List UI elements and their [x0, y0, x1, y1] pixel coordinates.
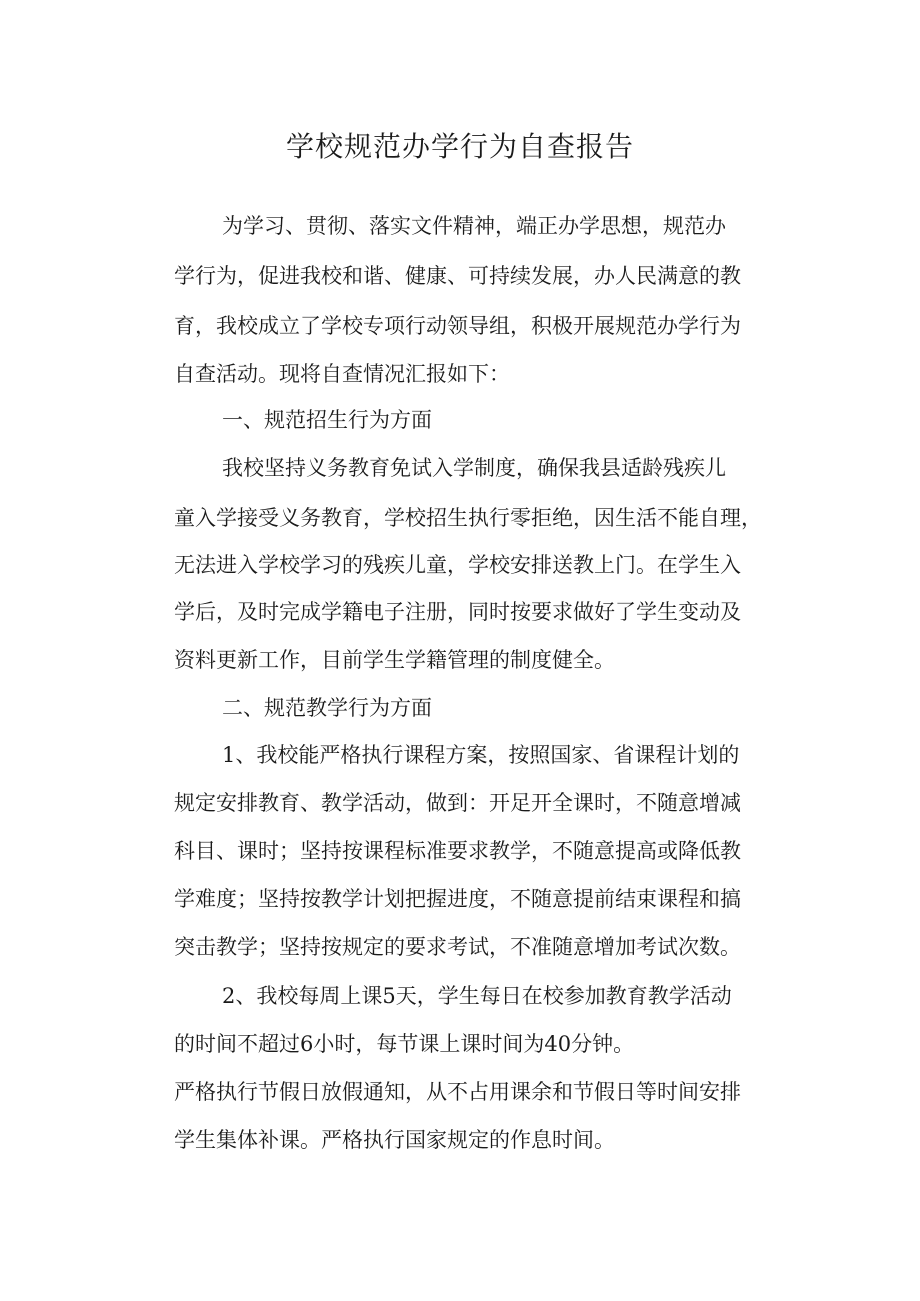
body-line: 规定安排教育、教学活动，做到：开足开全课时，不随意增减 — [174, 791, 741, 815]
body-line: 学生集体补课。严格执行国家规定的作息时间。 — [174, 1128, 615, 1152]
body-line: 学难度；坚持按教学计划把握进度，不随意提前结束课程和搞 — [174, 887, 741, 911]
body-line: 育，我校成立了学校专项行动领导组，积极开展规范办学行为 — [174, 314, 741, 338]
body-line: 童入学接受义务教育，学校招生执行零拒绝，因生活不能自理， — [174, 506, 762, 530]
body-line: 严格执行节假日放假通知，从不占用课余和节假日等时间安排 — [174, 1080, 741, 1104]
body-line: 为学习、贯彻、落实文件精神，端正办学思想，规范办 — [222, 214, 726, 238]
body-line: 资料更新工作，目前学生学籍管理的制度健全。 — [174, 648, 615, 672]
body-line: 自查活动。现将自查情况汇报如下： — [174, 362, 510, 386]
body-line: 我校坚持义务教育免试入学制度，确保我县适龄残疾儿 — [222, 456, 726, 480]
body-line: 的时间不超过6小时，每节课上课时间为40分钟。 — [174, 1032, 635, 1056]
body-line: 学后，及时完成学籍电子注册，同时按要求做好了学生变动及 — [174, 600, 741, 624]
section-heading: 二、规范教学行为方面 — [222, 696, 432, 720]
body-line: 学行为，促进我校和谐、健康、可持续发展，办人民满意的教 — [174, 264, 741, 288]
body-line: 2、我校每周上课5天，学生每日在校参加教育教学活动 — [222, 984, 732, 1008]
body-line: 科目、课时；坚持按课程标准要求教学，不随意提高或降低教 — [174, 839, 741, 863]
body-line: 突击教学；坚持按规定的要求考试，不准随意增加考试次数。 — [174, 935, 741, 959]
body-line: 无法进入学校学习的残疾儿童，学校安排送教上门。在学生入 — [174, 553, 741, 577]
document-title: 学校规范办学行为自查报告 — [285, 130, 634, 163]
body-line: 1、我校能严格执行课程方案，按照国家、省课程计划的 — [222, 743, 740, 767]
section-heading: 一、规范招生行为方面 — [222, 408, 432, 432]
